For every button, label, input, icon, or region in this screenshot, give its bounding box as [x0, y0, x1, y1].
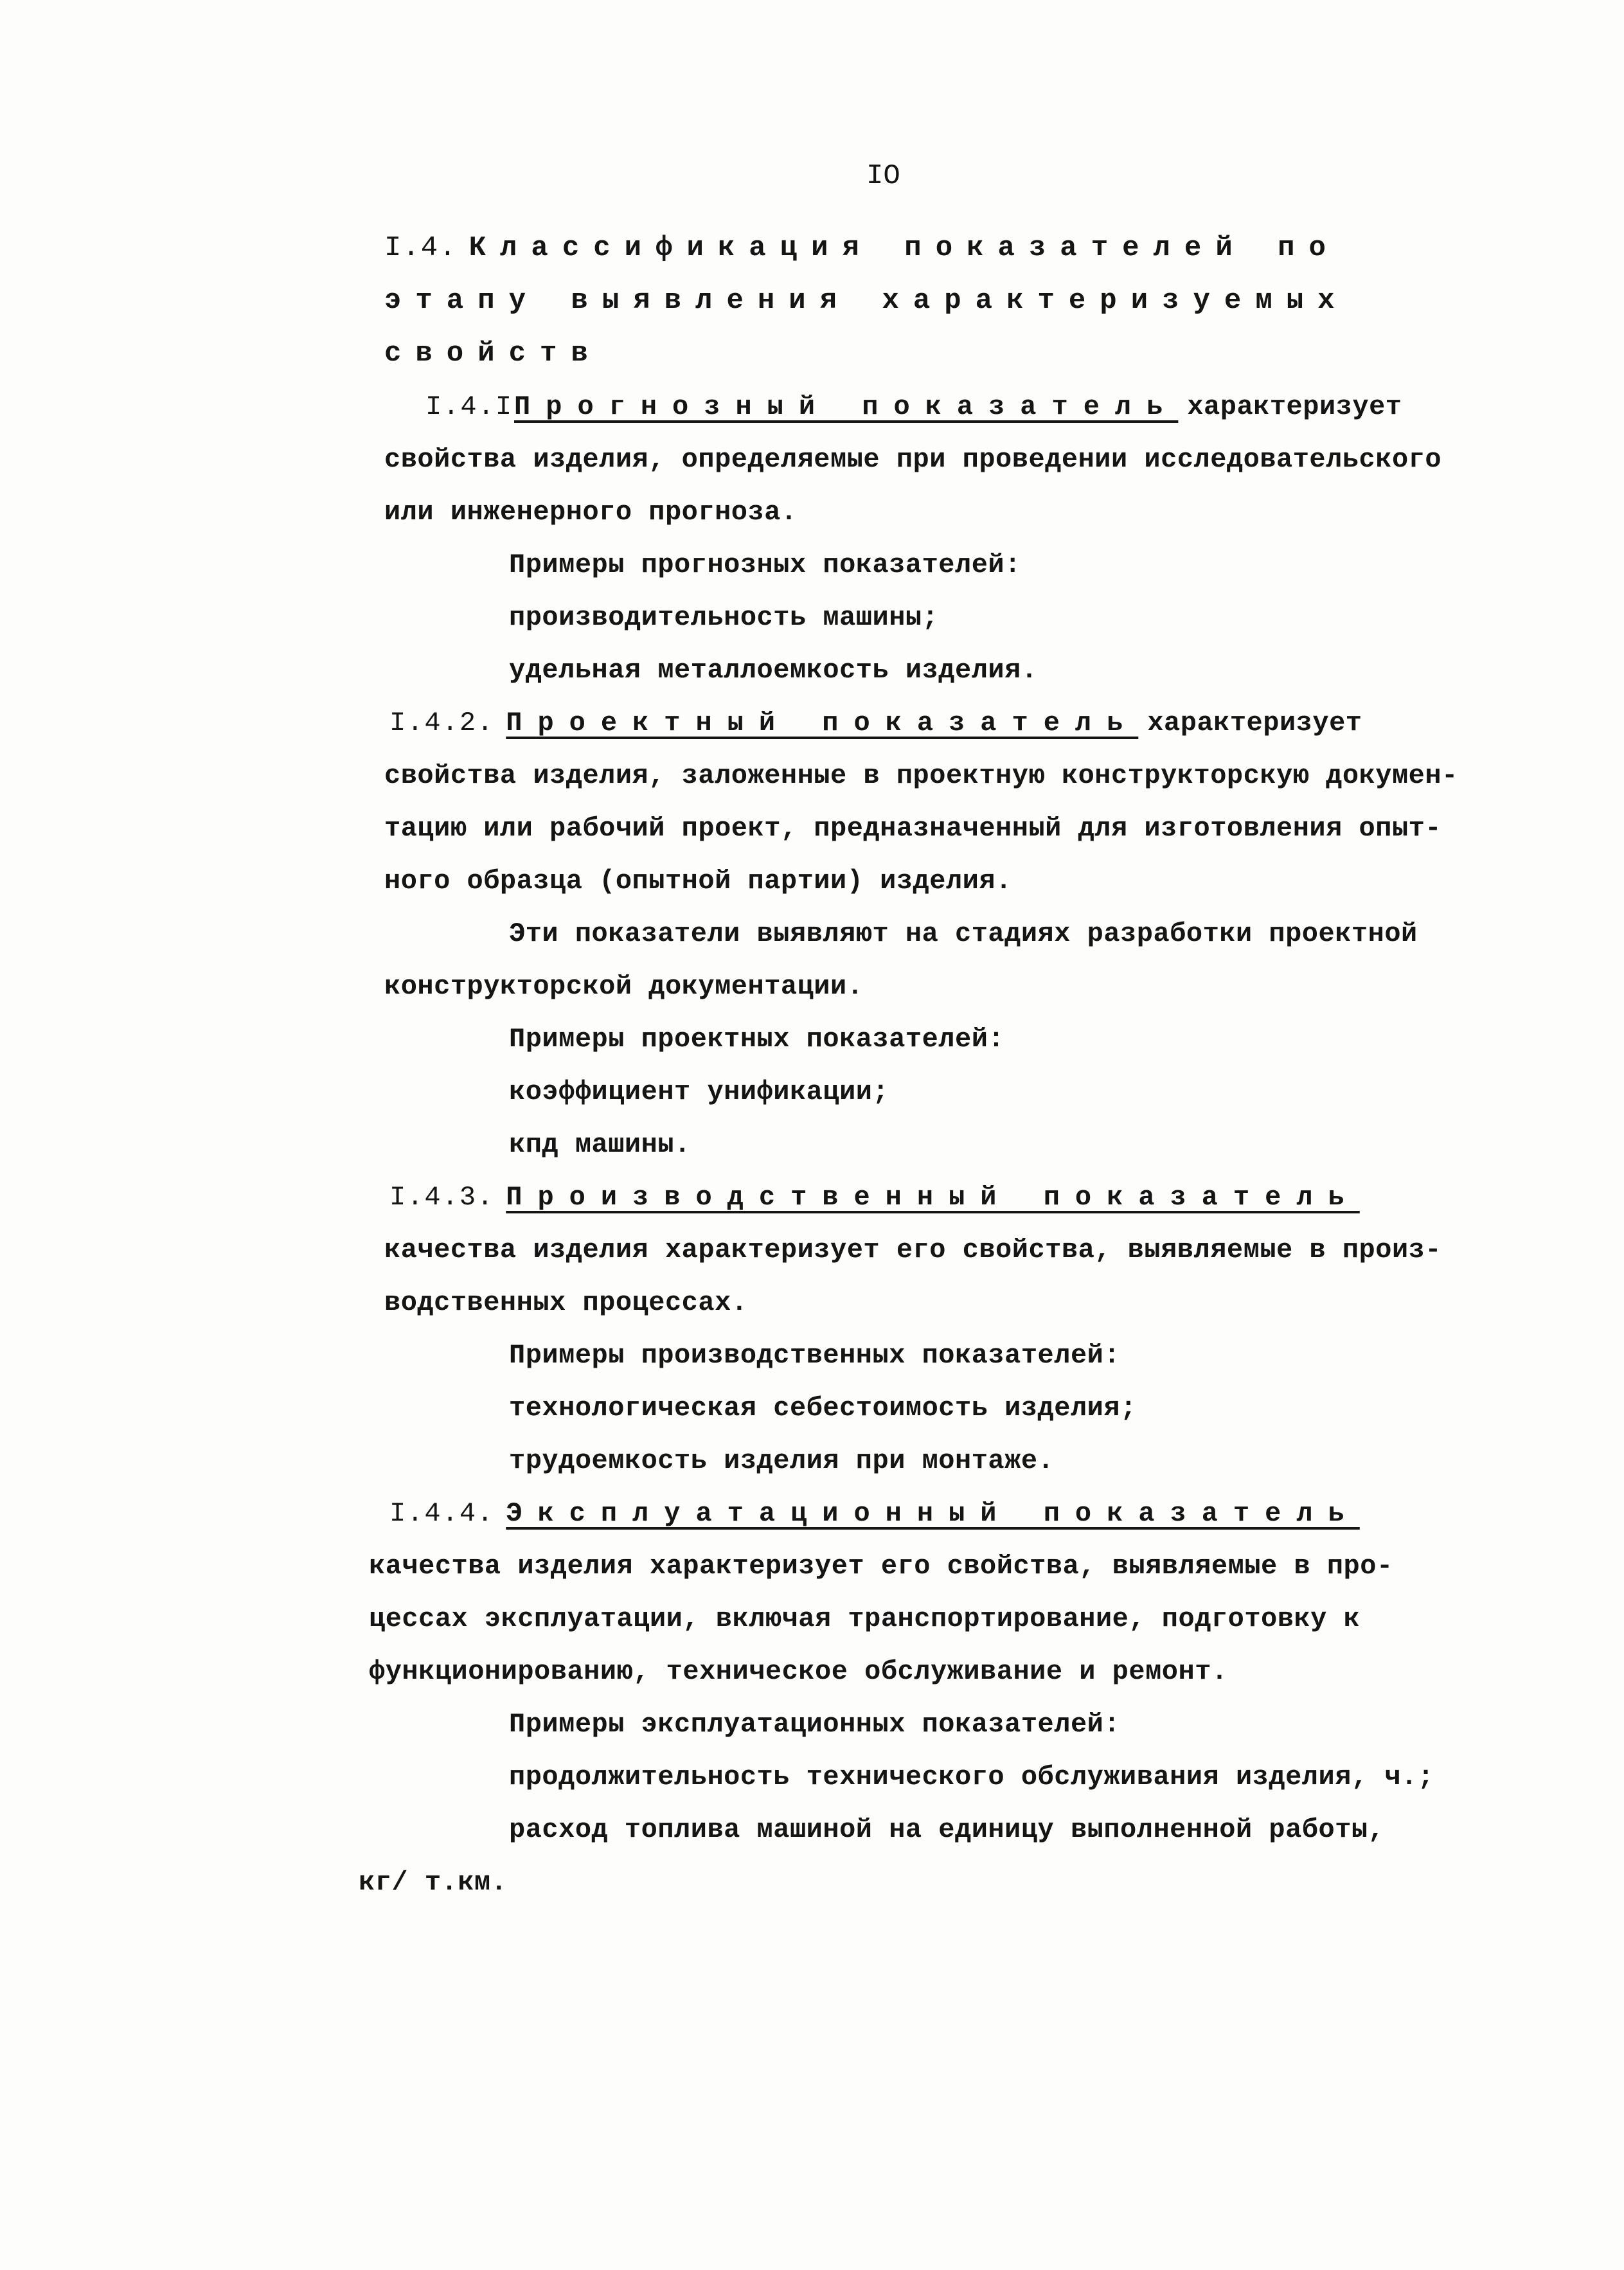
item-2-examples-intro: Примеры проектных показателей: — [509, 1024, 1005, 1055]
item-2-number: I.4.2. — [389, 708, 495, 738]
item-3-examples-intro: Примеры производственных показателей: — [509, 1340, 1121, 1371]
item-2-title-line — [389, 705, 1362, 741]
page-number: IO — [866, 160, 900, 192]
item-2-term: Проектный показатель — [506, 708, 1139, 738]
item-1-example-1: производительность машины; — [509, 602, 939, 633]
item-4-last-line: кг/ т.км. — [359, 1867, 508, 1898]
item-2-text-line-1: свойства изделия, заложенные в проектную конструкторскую докумен- — [384, 760, 1458, 791]
item-4-text-line-3: функционированию, техническое обслуживание и ремонт. — [369, 1656, 1228, 1687]
item-3-example-2: трудоемкость изделия при монтаже. — [509, 1445, 1055, 1476]
section-heading-text-1: Классификация показателей по — [468, 232, 1340, 264]
item-3-text-line-1: качества изделия характеризует его свойства, выявляемые в произ- — [384, 1235, 1442, 1265]
item-4-text-line-2: цессах эксплуатации, включая транспортирование, подготовку к — [369, 1604, 1361, 1634]
item-4-example-2: расход топлива машиной на единицу выполненной работы, — [509, 1814, 1385, 1845]
item-4-title-line — [389, 1496, 1360, 1532]
item-4-example-1: продолжительность технического обслуживания изделия, ч.; — [509, 1762, 1434, 1792]
item-2-example-2: кпд машины. — [509, 1129, 691, 1160]
section-heading-number: I.4. — [384, 232, 458, 264]
item-1-text-line-1: свойства изделия, определяемые при проведении исследовательского — [384, 444, 1442, 475]
item-3-example-1: технологическая себестоимость изделия; — [509, 1393, 1137, 1424]
item-1-examples-intro: Примеры прогнозных показателей: — [509, 550, 1021, 580]
item-4-term: Эксплуатационный показатель — [506, 1498, 1360, 1529]
item-1-number: I.4.I — [425, 391, 513, 422]
item-3-term: Производственный показатель — [506, 1182, 1360, 1213]
item-4-number: I.4.4. — [389, 1498, 495, 1529]
item-3-title-line — [389, 1179, 1360, 1215]
section-heading-text-2: этапу выявления характеризуемых — [384, 285, 1349, 317]
section-heading-line-1 — [384, 229, 1340, 267]
item-1-example-2: удельная металлоемкость изделия. — [509, 655, 1038, 686]
item-2-text-line-3: ного образца (опытной партии) изделия. — [384, 866, 1012, 897]
item-4-text-line-1: качества изделия характеризует его свойства, выявляемые в про- — [369, 1551, 1393, 1582]
item-2-note-line-1: Эти показатели выявляют на стадиях разработки проектной — [509, 918, 1418, 949]
section-heading-text-3: свойств — [384, 337, 602, 370]
section-heading-line-2 — [384, 282, 1349, 320]
item-2-text-line-2: тацию или рабочий проект, предназначенный для изготовления опыт- — [384, 813, 1442, 844]
item-1-text-line-2: или инженерного прогноза. — [384, 497, 798, 528]
item-1-title-line — [425, 389, 1402, 425]
item-2-example-1: коэффициент унификации; — [509, 1077, 889, 1107]
item-3-text-line-2: водственных процессах. — [384, 1287, 748, 1318]
item-1-term: Прогнозный показатель — [514, 391, 1179, 422]
item-2-after-term: характеризует — [1147, 708, 1362, 738]
item-2-note-line-2: конструкторской документации. — [384, 971, 864, 1002]
section-heading-line-3 — [384, 334, 602, 373]
item-4-examples-intro: Примеры эксплуатационных показателей: — [509, 1709, 1121, 1740]
item-1-after-term: характеризует — [1187, 391, 1402, 422]
item-3-number: I.4.3. — [389, 1182, 495, 1213]
